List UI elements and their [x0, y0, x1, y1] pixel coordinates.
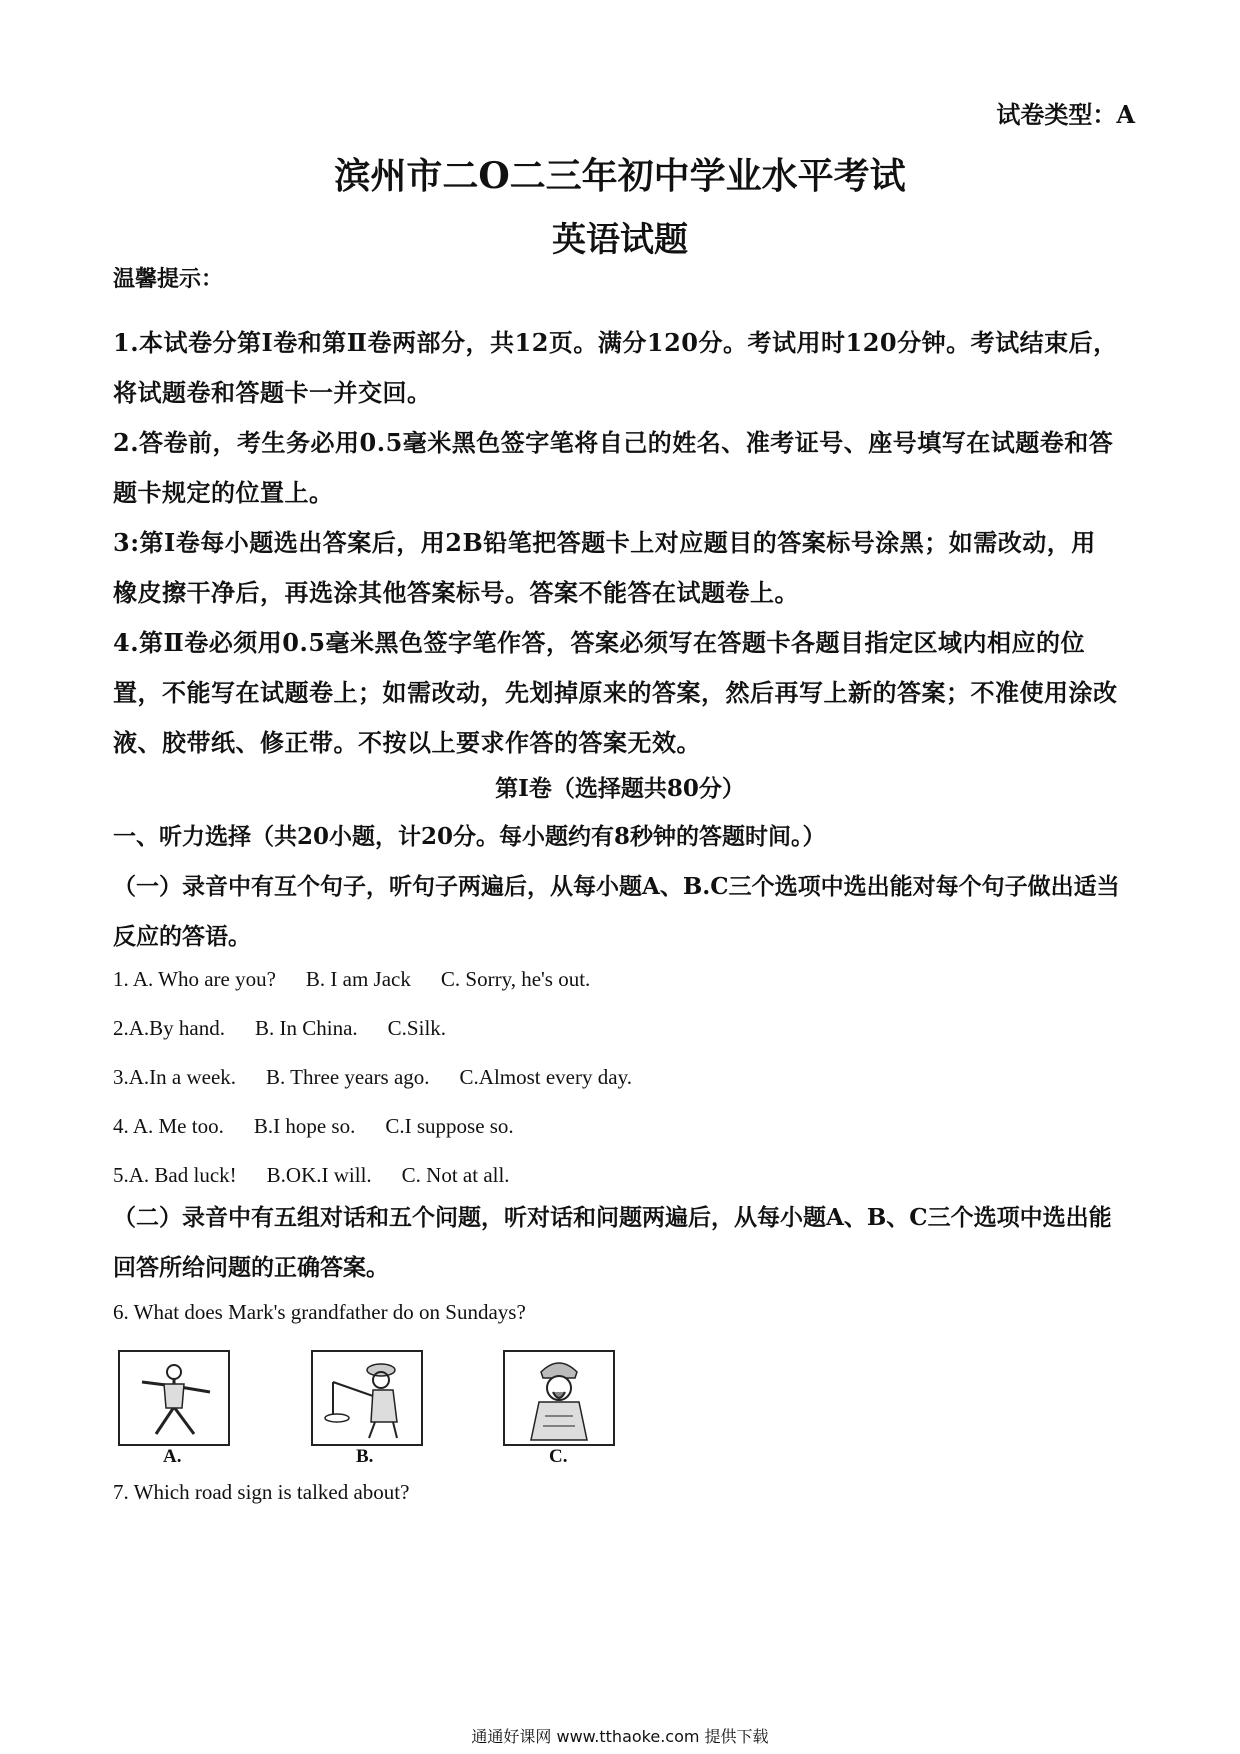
- notice-heading: 温馨提示：: [113, 266, 224, 292]
- question-6: 6. What does Mark's grandfather do on Sundays?: [113, 1300, 526, 1324]
- option-a: 2.A.By hand.: [113, 1016, 225, 1040]
- option-c: C. Not at all.: [401, 1163, 510, 1187]
- paper-type-label: 试卷类型：A: [996, 100, 1135, 129]
- question-row: [113, 1102, 662, 1151]
- option-c: C.Silk.: [387, 1016, 447, 1040]
- option-c: C.I suppose so.: [385, 1114, 514, 1138]
- question-row: [113, 1004, 662, 1053]
- exam-title: 滨州市二O二三年初中学业水平考试: [334, 155, 906, 197]
- option-a: 1. A. Who are you?: [113, 967, 276, 991]
- sub-instruction-1: （一）录音中有互个句子，听句子两遍后，从每小题A、B.C三个选项中选出能对每个句子做出适当反应的答语。: [113, 873, 1120, 950]
- option-b: B.I hope so.: [253, 1114, 356, 1138]
- notice-item: 3:第Ⅰ卷每小题选出答案后，用2B铅笔把答题卡上对应题目的答案标号涂黑；如需改动，用橡皮擦干净后，再选涂其他答案标号。答案不能答在试题卷上。: [113, 528, 1096, 607]
- question-list: [113, 955, 662, 1200]
- notice-list: [113, 318, 1118, 768]
- option-c: C.Almost every day.: [459, 1065, 632, 1089]
- question-7: 7. Which road sign is talked about?: [113, 1480, 410, 1504]
- picture-label: A.: [163, 1446, 182, 1467]
- picture-label: C.: [549, 1446, 568, 1467]
- section-title: 第Ⅰ卷（选择题共80分）: [495, 775, 745, 802]
- option-b: B. In China.: [255, 1016, 358, 1040]
- sub-instruction-2: （二）录音中有五组对话和五个问题，听对话和问题两遍后，从每小题A、B、C三个选项中选出能回答所给问题的正确答案。: [113, 1204, 1112, 1281]
- notice-item: 1.本试卷分第Ⅰ卷和第Ⅱ卷两部分，共12页。满分120分。考试用时120分钟。考试结束后，将试题卷和答题卡一并交回。: [113, 328, 1118, 407]
- picture-label: B.: [356, 1446, 374, 1467]
- option-a: 4. A. Me too.: [113, 1114, 224, 1138]
- footer-text: 通通好课网 www.tthaoke.com 提供下载: [471, 1727, 769, 1746]
- exam-subtitle: 英语试题: [552, 220, 688, 260]
- option-b: B. Three years ago.: [266, 1065, 430, 1089]
- opera-picture: [503, 1350, 615, 1446]
- option-a: 5.A. Bad luck!: [113, 1163, 237, 1187]
- option-c: C. Sorry, he's out.: [440, 967, 591, 991]
- notice-item: 4.第Ⅱ卷必须用0.5毫米黑色签字笔作答，答案必须写在答题卡各题目指定区域内相应的位置，不能写在试题卷上；如需改动，先划掉原来的答案，然后再写上新的答案；不准使用涂改液、胶带纸、修正带。不按以上要求作答的答案无效。: [113, 628, 1118, 757]
- option-b: B. I am Jack: [305, 967, 411, 991]
- question-row: [113, 1053, 662, 1102]
- part-title: 一、听力选择（共20小题，计20分。每小题约有8秒钟的答题时间。）: [113, 823, 826, 850]
- option-b: B.OK.I will.: [266, 1163, 372, 1187]
- fishing-picture: [311, 1350, 423, 1446]
- notice-item: 2.答卷前，考生务必用0.5毫米黑色签字笔将自己的姓名、准考证号、座号填写在试题卷和答题卡规定的位置上。: [113, 428, 1114, 507]
- taiji-picture: [118, 1350, 230, 1446]
- question-row: [113, 955, 662, 1004]
- question-6-pictures: [113, 1340, 673, 1470]
- option-a: 3.A.In a week.: [113, 1065, 237, 1089]
